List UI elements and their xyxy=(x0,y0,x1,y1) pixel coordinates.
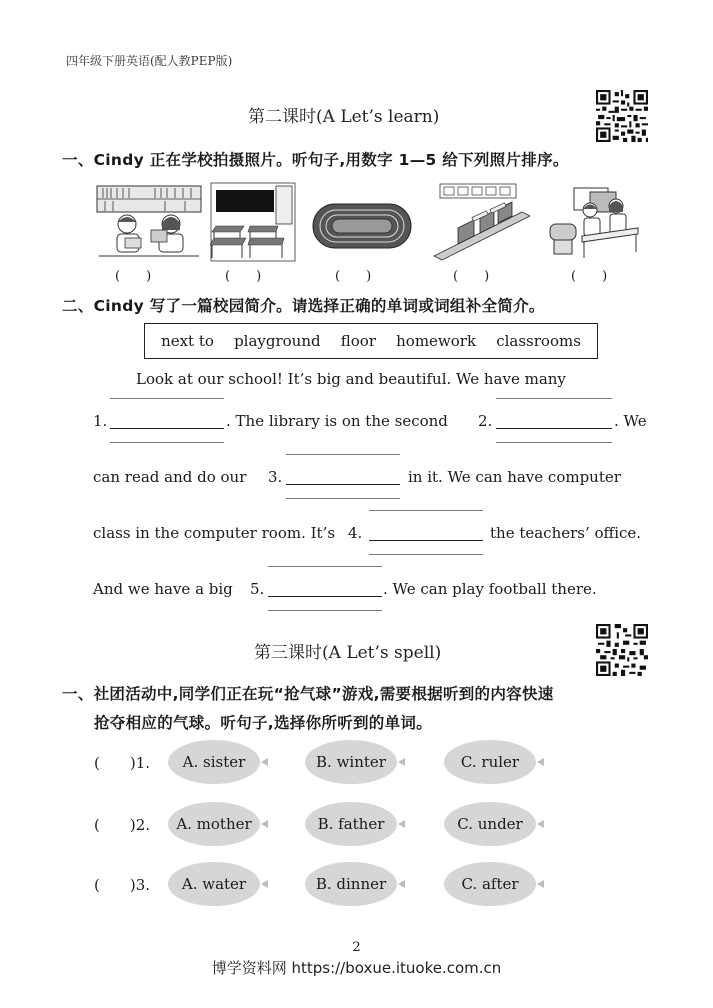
answer-blank-1[interactable] xyxy=(110,428,224,429)
balloon-option-q3-b[interactable]: B. dinner xyxy=(305,862,397,906)
balloon-option-q1-a[interactable]: A. sister xyxy=(168,740,260,784)
running-track-picture xyxy=(310,182,414,262)
balloon-string-icon xyxy=(398,820,405,828)
passage-line-5a: And we have a big xyxy=(93,580,233,598)
passage-line-2: . The library is on the second xyxy=(226,412,448,430)
blank-guide-line xyxy=(286,498,400,499)
page-number: 2 xyxy=(352,940,361,955)
balloon-string-icon xyxy=(261,820,268,828)
passage-line-3b: in it. We can have computer xyxy=(408,468,621,486)
word-bank-item: classrooms xyxy=(496,332,581,350)
balloon-string-icon xyxy=(537,880,544,888)
photo-order-blank-1[interactable]: ( ) xyxy=(115,269,152,284)
balloon-option-q2-a[interactable]: A. mother xyxy=(168,802,260,846)
passage-line-3a: can read and do our xyxy=(93,468,247,486)
blank-number-1: 1. xyxy=(93,412,108,430)
blank-guide-line xyxy=(110,442,224,443)
blank-guide-line xyxy=(286,454,400,455)
question-1-answer-blank[interactable]: ( )1. xyxy=(94,754,151,772)
section-title-school-intro: 二、Cindy 写了一篇校园简介。请选择正确的单词或词组补全简介。 xyxy=(62,297,545,315)
blank-number-3: 3. xyxy=(268,468,283,486)
passage-line-5b: . We can play football there. xyxy=(383,580,597,598)
blank-guide-line xyxy=(496,442,612,443)
qr-code-icon xyxy=(596,90,648,142)
balloon-string-icon xyxy=(398,758,405,766)
question-2-answer-blank[interactable]: ( )2. xyxy=(94,816,151,834)
classroom-picture xyxy=(210,182,296,262)
balloon-string-icon xyxy=(537,820,544,828)
book-header: 四年级下册英语(配人教PEP版) xyxy=(66,54,233,68)
qr-code-icon xyxy=(596,624,648,676)
answer-blank-5[interactable] xyxy=(268,596,382,597)
balloon-option-q2-c[interactable]: C. under xyxy=(444,802,536,846)
balloon-option-q2-b[interactable]: B. father xyxy=(305,802,397,846)
footer-watermark: 博学资料网 https://boxue.ituoke.com.cn xyxy=(211,959,502,977)
balloon-option-q3-c[interactable]: C. after xyxy=(444,862,536,906)
blank-guide-line xyxy=(110,398,224,399)
blank-number-5: 5. xyxy=(250,580,265,598)
blank-guide-line xyxy=(369,510,483,511)
word-bank-item: next to xyxy=(161,332,214,350)
photo-order-blank-3[interactable]: ( ) xyxy=(335,269,372,284)
blank-number-4: 4. xyxy=(348,524,363,542)
word-bank-item: floor xyxy=(340,332,376,350)
teachers-office-picture xyxy=(548,182,640,262)
blank-guide-line xyxy=(268,610,382,611)
passage-line-1: Look at our school! It’s big and beautiful. We have many xyxy=(136,370,566,388)
section-title-photo-order: 一、Cindy 正在学校拍摄照片。听句子,用数字 1—5 给下列照片排序。 xyxy=(62,151,569,169)
word-bank xyxy=(144,323,598,359)
photo-order-blank-2[interactable]: ( ) xyxy=(225,269,262,284)
lesson-title-learn: 第二课时(A Let’s learn) xyxy=(248,107,440,127)
passage-line-4a: class in the computer room. It’s xyxy=(93,524,336,542)
passage-line-2-end: . We xyxy=(614,412,647,430)
balloon-option-q3-a[interactable]: A. water xyxy=(168,862,260,906)
photo-order-blank-4[interactable]: ( ) xyxy=(453,269,490,284)
section-title-balloon-game-line2: 抢夺相应的气球。听句子,选择你所听到的单词。 xyxy=(94,714,432,732)
blank-guide-line xyxy=(496,398,612,399)
question-3-answer-blank[interactable]: ( )3. xyxy=(94,876,151,894)
answer-blank-3[interactable] xyxy=(286,484,400,485)
balloon-string-icon xyxy=(261,758,268,766)
passage-line-4b: the teachers’ office. xyxy=(490,524,642,542)
lesson-title-spell: 第三课时(A Let’s spell) xyxy=(254,643,442,663)
blank-guide-line xyxy=(268,566,382,567)
blank-number-2: 2. xyxy=(478,412,493,430)
section-title-balloon-game: 一、社团活动中,同学们正在玩“抢气球”游戏,需要根据听到的内容快速 xyxy=(62,685,554,703)
word-bank-item: homework xyxy=(396,332,477,350)
balloon-option-q1-c[interactable]: C. ruler xyxy=(444,740,536,784)
answer-blank-2[interactable] xyxy=(496,428,612,429)
balloon-string-icon xyxy=(537,758,544,766)
photo-order-blank-5[interactable]: ( ) xyxy=(571,269,608,284)
blank-guide-line xyxy=(369,554,483,555)
word-bank-item: playground xyxy=(234,332,321,350)
balloon-string-icon xyxy=(261,880,268,888)
computer-room-picture xyxy=(432,182,532,262)
library-reading-picture xyxy=(95,182,203,262)
balloon-option-q1-b[interactable]: B. winter xyxy=(305,740,397,784)
answer-blank-4[interactable] xyxy=(369,540,483,541)
balloon-string-icon xyxy=(398,880,405,888)
